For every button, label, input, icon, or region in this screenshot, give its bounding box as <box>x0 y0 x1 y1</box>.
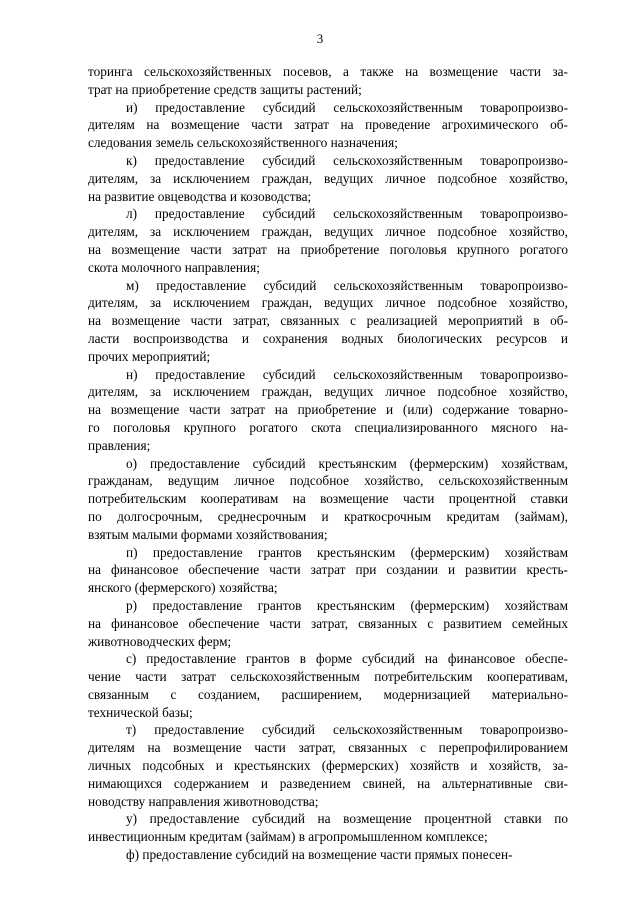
text-line: гражданам, ведущим личное подсобное хозяйство, сельскохозяйственным <box>88 473 568 489</box>
document-body <box>88 63 568 864</box>
text-line: животноводческих ферм; <box>88 633 232 649</box>
text-line: го поголовья крупного рогатого скота специализированного мясного на- <box>88 419 568 435</box>
text-line: н) предоставление субсидий сельскохозяйственным товаропроизво- <box>126 366 568 382</box>
text-line: ласти воспроизводства и сохранения водных биологических ресурсов и <box>88 330 568 346</box>
text-line: и) предоставление субсидий сельскохозяйственным товаропроизво- <box>126 99 568 115</box>
text-line: связанным с созданием, расширением, модернизацией материально- <box>88 686 568 702</box>
paragraph <box>88 544 568 597</box>
text-line: на развитие овцеводства и козоводства; <box>88 188 312 204</box>
text-line: л) предоставление субсидий сельскохозяйственным товаропроизво- <box>126 206 568 222</box>
text-line: прочих мероприятий; <box>88 348 211 364</box>
paragraph <box>88 366 568 455</box>
paragraph <box>88 205 568 276</box>
text-line: м) предоставление субсидий сельскохозяйственным товаропроизво- <box>126 277 568 293</box>
text-line: чение части затрат сельскохозяйственным потребительским кооперативам, <box>88 669 568 685</box>
paragraph <box>88 277 568 366</box>
text-line: у) предоставление субсидий на возмещение процентной ставки по <box>126 811 568 827</box>
paragraph <box>88 650 568 721</box>
text-line: на возмещение части затрат, связанных с реализацией мероприятий в об- <box>88 313 568 329</box>
text-line: на финансовое обеспечение части затрат, связанных с развитием семейных <box>88 615 568 631</box>
text-line: взятым малыми формами хозяйствования; <box>88 526 328 542</box>
text-line: дителям на возмещение части затрат, связанных с перепрофилированием <box>88 740 568 756</box>
text-line: личных подсобных и крестьянских (фермерских) хозяйств и хозяйств, за- <box>88 758 568 774</box>
text-line: правления; <box>88 437 151 453</box>
text-line: нимающихся содержанием и разведением свиней, на альтернативные сви- <box>88 775 568 791</box>
paragraph <box>88 63 568 99</box>
text-line: торинга сельскохозяйственных посевов, а также на возмещение части за- <box>88 64 568 79</box>
text-line: трат на приобретение средств защиты растений; <box>88 81 362 97</box>
text-line: дителям на возмещение части затрат на проведение агрохимического об- <box>88 117 568 133</box>
text-line: дителям, за исключением граждан, ведущих личное подсобное хозяйство, <box>88 170 568 186</box>
text-line: янского (фермерского) хозяйства; <box>88 580 278 596</box>
text-line: дителям, за исключением граждан, ведущих личное подсобное хозяйство, <box>88 295 568 311</box>
text-line: на возмещение части затрат на приобретение и (или) содержание товарно- <box>88 402 568 418</box>
paragraph <box>88 810 568 846</box>
text-line: инвестиционным кредитам (займам) в агропромышленном комплексе; <box>88 829 488 845</box>
page-number: 3 <box>316 31 324 46</box>
text-line: на финансовое обеспечение части затрат при создании и развитии кресть- <box>88 562 568 578</box>
text-line: с) предоставление грантов в форме субсидий на финансовое обеспе- <box>126 651 568 667</box>
text-line: на возмещение части затрат на приобретение поголовья крупного рогатого <box>88 241 568 257</box>
text-line: технической базы; <box>88 704 193 720</box>
text-line: следования земель сельскохозяйственного назначения; <box>88 135 398 151</box>
text-line: п) предоставление грантов крестьянским (фермерским) хозяйствам <box>126 544 568 560</box>
text-line: р) предоставление грантов крестьянским (фермерским) хозяйствам <box>126 597 568 613</box>
text-line: потребительским кооперативам на возмещение части процентной ставки <box>88 491 568 507</box>
paragraph <box>88 99 568 152</box>
text-line: к) предоставление субсидий сельскохозяйственным товаропроизво- <box>126 152 568 168</box>
paragraph <box>88 846 568 864</box>
text-line: о) предоставление субсидий крестьянским (фермерским) хозяйствам, <box>126 455 568 471</box>
paragraph <box>88 455 568 544</box>
text-line: дителям, за исключением граждан, ведущих личное подсобное хозяйство, <box>88 384 568 400</box>
paragraph <box>88 721 568 810</box>
text-line: скота молочного направления; <box>88 259 260 275</box>
text-line: дителям, за исключением граждан, ведущих личное подсобное хозяйство, <box>88 224 568 240</box>
text-line: по долгосрочным, среднесрочным и краткосрочным кредитам (займам), <box>88 508 568 524</box>
text-line: т) предоставление субсидий сельскохозяйственным товаропроизво- <box>126 722 568 738</box>
text-line: новодству направления животноводства; <box>88 793 319 809</box>
text-line: ф) предоставление субсидий на возмещение части прямых понесен- <box>126 847 513 863</box>
paragraph <box>88 597 568 650</box>
paragraph <box>88 152 568 205</box>
